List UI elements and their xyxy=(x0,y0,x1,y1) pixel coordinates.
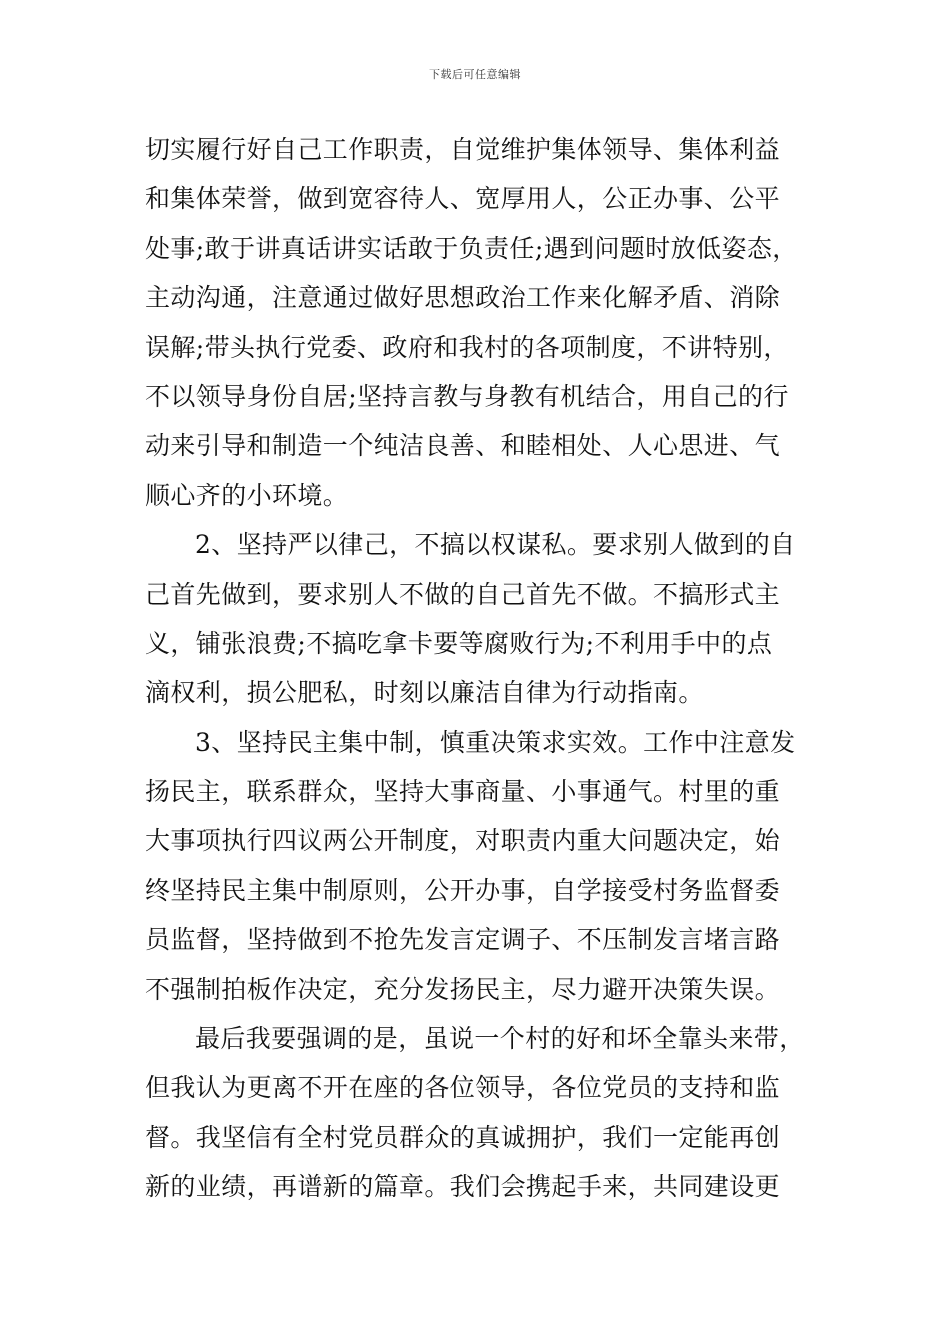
text-line: 督。我坚信有全村党员群众的真诚拥护，我们一定能再创 xyxy=(145,1122,781,1152)
text-line: 顺心齐的小环境。 xyxy=(145,480,349,510)
text-line-first: 2、坚持严以律己，不搞以权谋私。要求别人做到的自 xyxy=(195,530,796,560)
text-line: 滴权利，损公肥私，时刻以廉洁自律为行动指南。 xyxy=(145,678,704,708)
text-line: 义，铺张浪费;不搞吃拿卡要等腐败行为;不利用手中的点 xyxy=(145,628,773,658)
header-note: 下载后可任意编辑 xyxy=(429,68,521,81)
text-line: 员监督，坚持做到不抢先发言定调子、不压制发言堵言路 xyxy=(145,925,781,955)
paragraph-3 xyxy=(145,718,830,1014)
text-line: 动来引导和制造一个纯洁良善、和睦相处、人心思进、气 xyxy=(145,431,781,461)
document-body xyxy=(145,125,830,1212)
paragraph-1 xyxy=(145,125,830,520)
text-line-first: 3、坚持民主集中制，慎重决策求实效。工作中注意发 xyxy=(195,727,796,757)
text-line: 误解;带头执行党委、政府和我村的各项制度，不讲特别， xyxy=(145,332,789,362)
text-line: 大事项执行四议两公开制度，对职责内重大问题决定，始 xyxy=(145,826,781,856)
text-line: 切实履行好自己工作职责，自觉维护集体领导、集体利益 xyxy=(145,135,781,164)
text-line: 主动沟通，注意通过做好思想政治工作来化解矛盾、消除 xyxy=(145,283,781,313)
paragraph-4 xyxy=(145,1014,830,1212)
text-line: 不强制拍板作决定，充分发扬民主，尽力避开决策失误。 xyxy=(145,974,781,1004)
text-line: 己首先做到，要求别人不做的自己首先不做。不搞形式主 xyxy=(145,579,781,609)
text-line: 不以领导身份自居;坚持言教与身教有机结合，用自己的行 xyxy=(145,381,789,411)
text-line: 新的业绩，再谱新的篇章。我们会携起手来，共同建设更 xyxy=(145,1172,781,1202)
text-line: 终坚持民主集中制原则，公开办事，自学接受村务监督委 xyxy=(145,875,781,905)
text-line: 和集体荣誉，做到宽容待人、宽厚用人，公正办事、公平 xyxy=(145,184,781,214)
paragraph-2 xyxy=(145,520,830,718)
text-line: 但我认为更离不开在座的各位领导，各位党员的支持和监 xyxy=(145,1073,781,1103)
text-line-first: 最后我要强调的是，虽说一个村的好和坏全靠头来带， xyxy=(195,1024,805,1054)
text-line: 处事;敢于讲真话讲实话敢于负责任;遇到问题时放低姿态， xyxy=(145,233,798,263)
text-line: 扬民主，联系群众，坚持大事商量、小事通气。村里的重 xyxy=(145,777,781,807)
